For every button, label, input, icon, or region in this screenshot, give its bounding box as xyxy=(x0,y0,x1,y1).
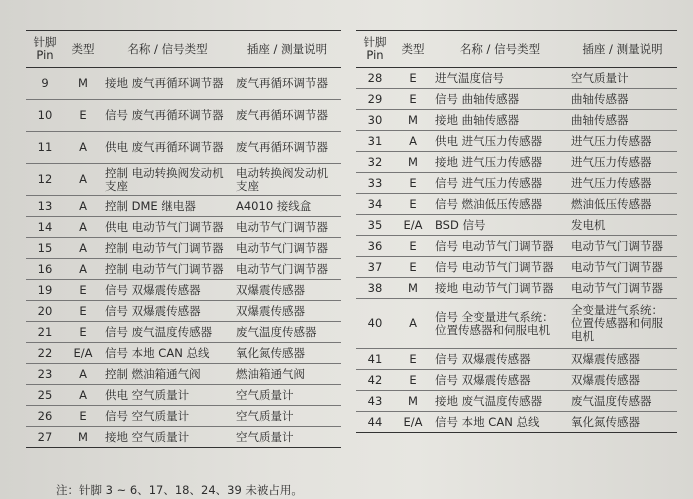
socket-cell: 空气质量计 xyxy=(568,68,677,89)
name-cell: 供电 进气压力传感器 xyxy=(432,131,568,152)
name-cell: 供电 空气质量计 xyxy=(102,385,233,406)
pin-cell: 22 xyxy=(26,343,64,364)
name-cell: 信号 废气温度传感器 xyxy=(102,322,233,343)
socket-cell: 电动节气门调节器 xyxy=(568,257,677,278)
name-cell: 信号 双爆震传感器 xyxy=(432,370,568,391)
table-row xyxy=(26,164,341,196)
type-cell: E xyxy=(64,100,102,132)
table-row xyxy=(26,100,341,132)
pin-cell: 10 xyxy=(26,100,64,132)
type-cell: E xyxy=(394,68,432,89)
pin-cell: 32 xyxy=(356,152,394,173)
table-row xyxy=(26,301,341,322)
table-row xyxy=(356,194,677,215)
table-row xyxy=(356,349,677,370)
table-row xyxy=(26,280,341,301)
table-row xyxy=(26,385,341,406)
pin-cell: 12 xyxy=(26,164,64,196)
socket-cell: 曲轴传感器 xyxy=(568,110,677,131)
type-cell: E xyxy=(64,406,102,427)
table-row xyxy=(356,89,677,110)
name-cell: 接地 电动节气门调节器 xyxy=(432,278,568,299)
footnote: 注：针脚 3 ~ 6、17、18、24、39 未被占用。 xyxy=(56,483,303,497)
name-cell: 信号 电动节气门调节器 xyxy=(432,236,568,257)
pin-cell: 34 xyxy=(356,194,394,215)
type-cell: A xyxy=(64,385,102,406)
name-cell: 供电 电动节气门调节器 xyxy=(102,217,233,238)
pin-rows-left xyxy=(26,68,341,448)
pin-rows-right xyxy=(356,68,677,433)
name-cell: 信号 双爆震传感器 xyxy=(102,280,233,301)
pin-cell: 21 xyxy=(26,322,64,343)
name-cell: 信号 电动节气门调节器 xyxy=(432,257,568,278)
pin-cell: 33 xyxy=(356,173,394,194)
type-cell: A xyxy=(394,299,432,349)
name-cell: 信号 双爆震传感器 xyxy=(432,349,568,370)
name-cell: 接地 曲轴传感器 xyxy=(432,110,568,131)
socket-cell: 进气压力传感器 xyxy=(568,131,677,152)
table-row xyxy=(26,427,341,448)
pin-cell: 41 xyxy=(356,349,394,370)
type-cell: E xyxy=(394,257,432,278)
socket-cell: 发电机 xyxy=(568,215,677,236)
table-row xyxy=(356,370,677,391)
table-header-row xyxy=(26,31,341,68)
pin-cell: 37 xyxy=(356,257,394,278)
header-pin: 针脚 Pin xyxy=(26,31,64,68)
table-row xyxy=(356,278,677,299)
name-cell: 信号 空气质量计 xyxy=(102,406,233,427)
socket-cell: 氧化氮传感器 xyxy=(233,343,341,364)
pin-cell: 26 xyxy=(26,406,64,427)
socket-cell: A4010 接线盒 xyxy=(233,196,341,217)
table-row xyxy=(356,236,677,257)
type-cell: E xyxy=(394,236,432,257)
socket-cell: 燃油箱通气阀 xyxy=(233,364,341,385)
name-cell: 信号 燃油低压传感器 xyxy=(432,194,568,215)
pin-cell: 44 xyxy=(356,412,394,433)
name-cell: 信号 全变量进气系统：位置传感器和伺服电机 xyxy=(432,299,568,349)
type-cell: A xyxy=(394,131,432,152)
name-cell: 信号 废气再循环调节器 xyxy=(102,100,233,132)
header-type: 类型 xyxy=(394,31,432,68)
header-type: 类型 xyxy=(64,31,102,68)
pin-cell: 28 xyxy=(356,68,394,89)
type-cell: M xyxy=(394,110,432,131)
type-cell: E/A xyxy=(64,343,102,364)
name-cell: 接地 废气温度传感器 xyxy=(432,391,568,412)
name-cell: 接地 进气压力传感器 xyxy=(432,152,568,173)
name-cell: 控制 燃油箱通气阀 xyxy=(102,364,233,385)
table-row xyxy=(356,152,677,173)
type-cell: A xyxy=(64,164,102,196)
name-cell: 控制 电动节气门调节器 xyxy=(102,259,233,280)
table-row xyxy=(26,406,341,427)
table-row xyxy=(356,110,677,131)
socket-cell: 双爆震传感器 xyxy=(233,301,341,322)
table-row xyxy=(26,196,341,217)
name-cell: 进气温度信号 xyxy=(432,68,568,89)
pin-cell: 14 xyxy=(26,217,64,238)
name-cell: 接地 废气再循环调节器 xyxy=(102,68,233,100)
pin-cell: 42 xyxy=(356,370,394,391)
name-cell: 信号 双爆震传感器 xyxy=(102,301,233,322)
socket-cell: 电动节气门调节器 xyxy=(568,278,677,299)
type-cell: A xyxy=(64,259,102,280)
pin-cell: 29 xyxy=(356,89,394,110)
type-cell: M xyxy=(394,278,432,299)
socket-cell: 废气再循环调节器 xyxy=(233,132,341,164)
type-cell: E xyxy=(64,301,102,322)
type-cell: A xyxy=(64,196,102,217)
pin-cell: 25 xyxy=(26,385,64,406)
name-cell: 信号 本地 CAN 总线 xyxy=(432,412,568,433)
name-cell: 控制 电动转换阀发动机支座 xyxy=(102,164,233,196)
socket-cell: 全变量进气系统：位置传感器和伺服电机 xyxy=(568,299,677,349)
header-socket: 插座 / 测量说明 xyxy=(233,31,341,68)
table-row xyxy=(26,364,341,385)
pin-cell: 27 xyxy=(26,427,64,448)
socket-cell: 曲轴传感器 xyxy=(568,89,677,110)
socket-cell: 废气再循环调节器 xyxy=(233,100,341,132)
type-cell: M xyxy=(394,152,432,173)
table-row xyxy=(26,238,341,259)
type-cell: M xyxy=(394,391,432,412)
table-row xyxy=(356,131,677,152)
name-cell: 信号 曲轴传感器 xyxy=(432,89,568,110)
socket-cell: 进气压力传感器 xyxy=(568,152,677,173)
type-cell: M xyxy=(64,427,102,448)
pin-cell: 16 xyxy=(26,259,64,280)
header-name: 名称 / 信号类型 xyxy=(432,31,568,68)
socket-cell: 废气再循环调节器 xyxy=(233,68,341,100)
table-row xyxy=(356,391,677,412)
header-name: 名称 / 信号类型 xyxy=(102,31,233,68)
pin-cell: 20 xyxy=(26,301,64,322)
pin-cell: 35 xyxy=(356,215,394,236)
table-row xyxy=(356,412,677,433)
socket-cell: 电动节气门调节器 xyxy=(233,259,341,280)
pin-cell: 15 xyxy=(26,238,64,259)
pin-cell: 11 xyxy=(26,132,64,164)
table-row xyxy=(26,217,341,238)
table-row xyxy=(356,68,677,89)
pin-cell: 36 xyxy=(356,236,394,257)
name-cell: 供电 废气再循环调节器 xyxy=(102,132,233,164)
table-row xyxy=(26,259,341,280)
type-cell: A xyxy=(64,238,102,259)
name-cell: 控制 DME 继电器 xyxy=(102,196,233,217)
pin-table-left xyxy=(26,30,341,448)
type-cell: E xyxy=(394,349,432,370)
pin-cell: 40 xyxy=(356,299,394,349)
socket-cell: 电动转换阀发动机支座 xyxy=(233,164,341,196)
pin-cell: 13 xyxy=(26,196,64,217)
table-row xyxy=(356,215,677,236)
pin-cell: 19 xyxy=(26,280,64,301)
table-row xyxy=(356,173,677,194)
type-cell: M xyxy=(64,68,102,100)
socket-cell: 空气质量计 xyxy=(233,385,341,406)
pin-cell: 30 xyxy=(356,110,394,131)
header-socket: 插座 / 测量说明 xyxy=(568,31,677,68)
socket-cell: 空气质量计 xyxy=(233,406,341,427)
pin-cell: 9 xyxy=(26,68,64,100)
socket-cell: 电动节气门调节器 xyxy=(233,217,341,238)
socket-cell: 电动节气门调节器 xyxy=(233,238,341,259)
table-row xyxy=(356,257,677,278)
socket-cell: 双爆震传感器 xyxy=(233,280,341,301)
type-cell: E xyxy=(394,89,432,110)
socket-cell: 空气质量计 xyxy=(233,427,341,448)
pin-cell: 43 xyxy=(356,391,394,412)
socket-cell: 电动节气门调节器 xyxy=(568,236,677,257)
type-cell: A xyxy=(64,217,102,238)
type-cell: E xyxy=(394,173,432,194)
type-cell: E/A xyxy=(394,412,432,433)
type-cell: E xyxy=(394,370,432,391)
header-pin: 针脚 Pin xyxy=(356,31,394,68)
type-cell: A xyxy=(64,132,102,164)
socket-cell: 废气温度传感器 xyxy=(568,391,677,412)
type-cell: E/A xyxy=(394,215,432,236)
name-cell: BSD 信号 xyxy=(432,215,568,236)
name-cell: 控制 电动节气门调节器 xyxy=(102,238,233,259)
table-row xyxy=(26,322,341,343)
socket-cell: 燃油低压传感器 xyxy=(568,194,677,215)
table-header-row xyxy=(356,31,677,68)
type-cell: E xyxy=(64,322,102,343)
pin-cell: 23 xyxy=(26,364,64,385)
pin-cell: 38 xyxy=(356,278,394,299)
type-cell: E xyxy=(394,194,432,215)
socket-cell: 废气温度传感器 xyxy=(233,322,341,343)
name-cell: 信号 本地 CAN 总线 xyxy=(102,343,233,364)
pin-cell: 31 xyxy=(356,131,394,152)
table-row xyxy=(356,299,677,349)
name-cell: 接地 空气质量计 xyxy=(102,427,233,448)
type-cell: E xyxy=(64,280,102,301)
table-row xyxy=(26,343,341,364)
name-cell: 信号 进气压力传感器 xyxy=(432,173,568,194)
socket-cell: 进气压力传感器 xyxy=(568,173,677,194)
socket-cell: 双爆震传感器 xyxy=(568,370,677,391)
table-row xyxy=(26,132,341,164)
pin-table-right xyxy=(356,30,677,433)
table-row xyxy=(26,68,341,100)
socket-cell: 氧化氮传感器 xyxy=(568,412,677,433)
socket-cell: 双爆震传感器 xyxy=(568,349,677,370)
type-cell: A xyxy=(64,364,102,385)
